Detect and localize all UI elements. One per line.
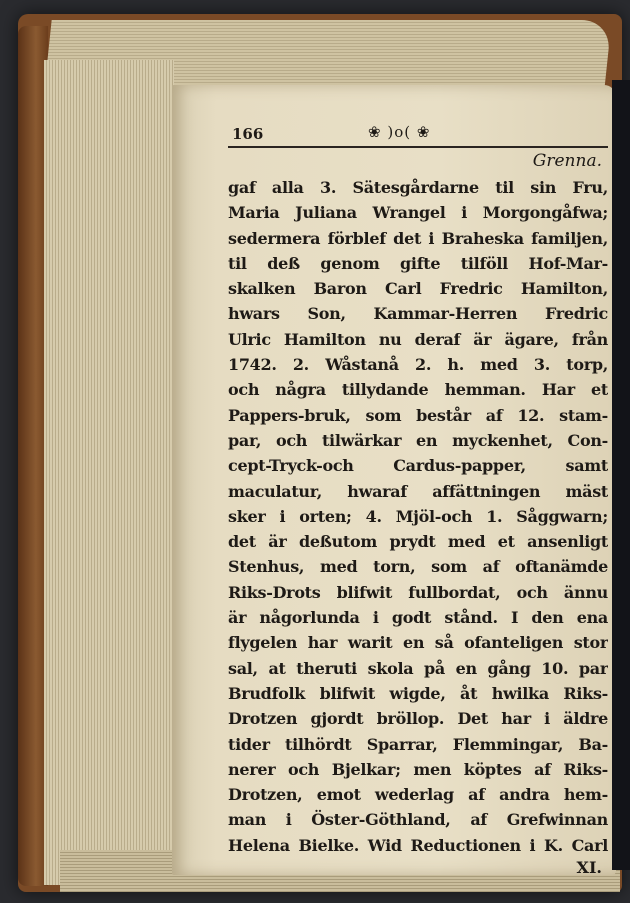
text-line: Ulric Hamilton nu deraf är ägare, från (228, 329, 608, 349)
text-line: gaf alla 3. Sätesgårdarne til sin Fru, (228, 178, 608, 197)
text-line: Drotzen, emot wederlag af andra hem- (228, 785, 608, 805)
running-head (228, 123, 608, 147)
page-edges-left (44, 60, 174, 885)
text-line: Riks-Drots blifwit fullbordat, och ännu (228, 582, 608, 602)
text-line: Helena Bielke. Wid Reductionen i K. Carl (228, 835, 608, 855)
text-line: Maria Juliana Wrangel i Morgongåfwa; (228, 203, 608, 223)
text-line: sal, at theruti skola på en gång 10. par (228, 658, 608, 678)
text-line: det är deßutom prydt med et ansenligt (228, 532, 608, 552)
text-line: nerer och Bjelkar; men köptes af Riks- (228, 759, 608, 779)
text-line: tider tilhördt Sparrar, Flemmingar, Ba- (228, 734, 608, 754)
text-line: sker i orten; 4. Mjöl-och 1. Såggwarn; (228, 506, 608, 526)
body-text (228, 175, 608, 858)
catchword: XI. (576, 858, 602, 878)
page-number: 166 (232, 125, 264, 143)
text-line: Drotzen gjordt bröllop. Det har i äldre (228, 709, 608, 729)
section-heading: Grenna. (532, 151, 602, 171)
text-line: maculatur, hwaraf affättningen mäst (228, 481, 608, 501)
text-line: cept-Tryck-och Cardus-papper, samt (228, 456, 608, 476)
text-line: man i Öster-Göthland, af Grefwinnan (228, 810, 608, 830)
text-line: hwars Son, Kammar-Herren Fredric (228, 304, 608, 324)
header-rule (228, 146, 608, 148)
text-line: 1742. 2. Wåstanå 2. h. med 3. torp, (228, 355, 608, 375)
ornament-icon: ❀ )o( ❀ (368, 123, 431, 141)
text-line: flygelen har warit en så ofanteligen stor (228, 633, 608, 653)
text-line: är någorlunda i godt stånd. I den ena (228, 608, 608, 628)
text-line: sedermera förblef det i Braheska familjen, (228, 228, 608, 248)
text-line: Stenhus, med torn, som af oftanämde (228, 557, 608, 577)
text-line: par, och tilwärkar en myckenhet, Con- (228, 430, 608, 450)
background-edge (612, 80, 630, 870)
text-line: Brudfolk blifwit wigde, åt hwilka Riks- (228, 683, 608, 703)
text-line: Pappers-bruk, som består af 12. stam- (228, 405, 608, 425)
text-line: til deß genom gifte tilföll Hof-Mar- (228, 253, 608, 273)
page-text-block (228, 123, 608, 877)
text-line: skalken Baron Carl Fredric Hamilton, (228, 279, 608, 299)
text-line: och några tillydande hemman. Har et (228, 380, 608, 400)
